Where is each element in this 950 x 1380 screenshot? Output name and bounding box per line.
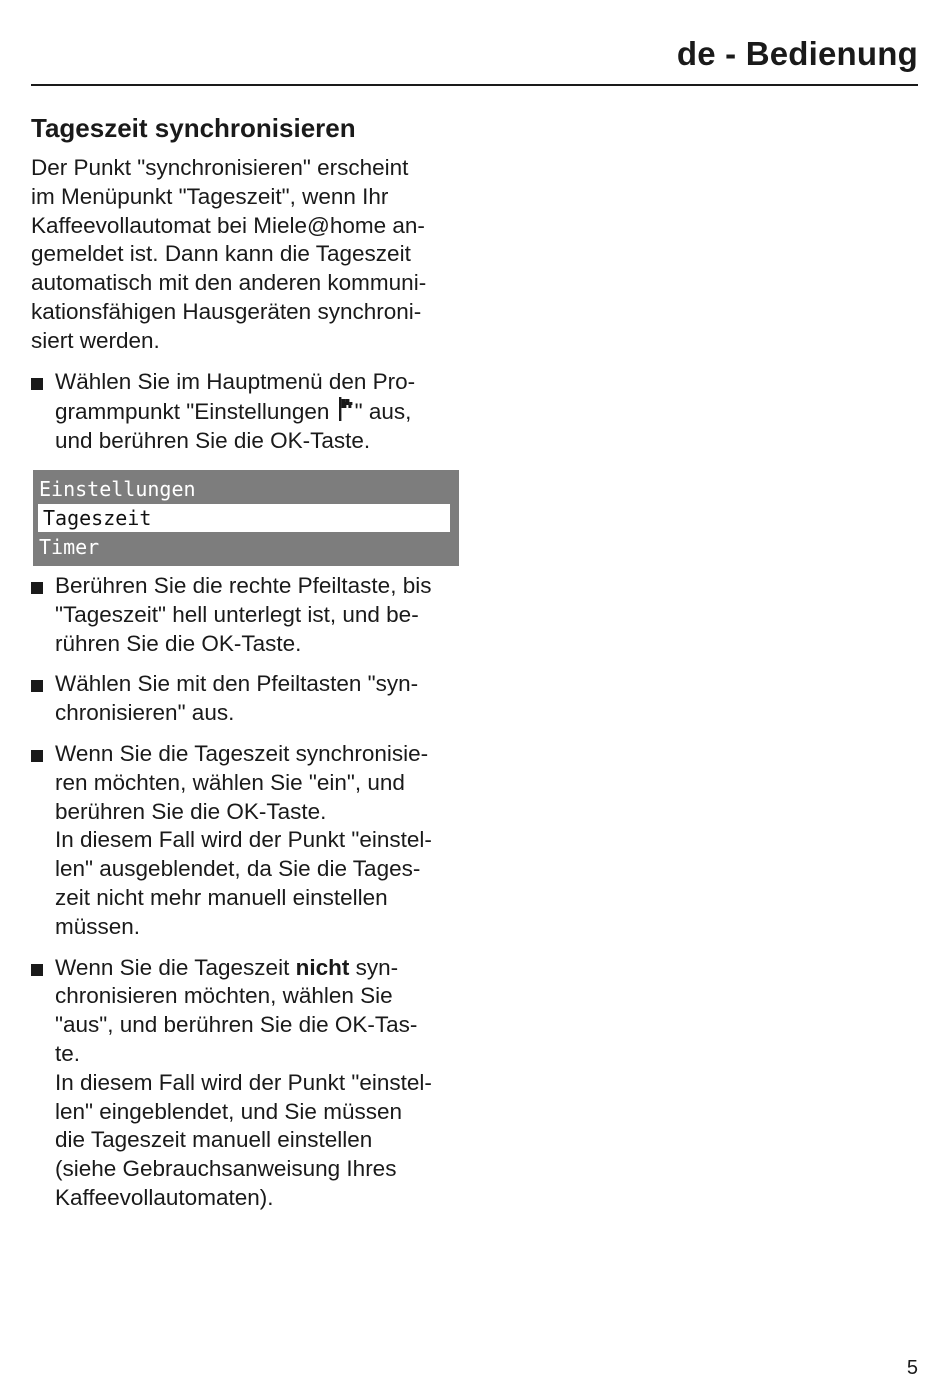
intro-line: gemeldet ist. Dann kann die Tageszeit: [31, 241, 411, 267]
page-header-title: de - Bedienung: [676, 35, 918, 72]
settings-flag-icon: [338, 396, 353, 422]
main-column: [31, 108, 461, 1225]
step-text: grammpunkt "Einstellungen: [55, 399, 336, 425]
step-select-synchronize: [31, 670, 461, 728]
step-line: len" eingeblendet, und Sie müssen: [55, 1098, 402, 1124]
intro-line: kationsfähigen Hausgeräten synchroni-: [31, 298, 422, 324]
step-highlight-time: [31, 572, 461, 658]
step-line: rühren Sie die OK-Taste.: [55, 630, 302, 656]
display-menu-title: Einstellungen: [39, 476, 196, 501]
intro-line: Kaffeevollautomat bei Miele@home an-: [31, 212, 425, 238]
step-line: zeit nicht mehr manuell einstellen: [55, 884, 388, 910]
step-line: Berühren Sie die rechte Pfeiltaste, bis: [55, 572, 432, 598]
step-line: müssen.: [55, 913, 141, 939]
step-line: Wählen Sie mit den Pfeiltasten "syn-: [55, 671, 419, 697]
page-number: 5: [906, 1357, 918, 1379]
bullet-square-icon: [31, 582, 43, 594]
intro-line: siert werden.: [31, 327, 160, 353]
step-line: (siehe Gebrauchsanweisung Ihres: [55, 1156, 397, 1182]
bullet-square-icon: [31, 378, 43, 390]
step-text: Wenn Sie die Tageszeit: [55, 954, 296, 980]
step-line: [55, 396, 461, 427]
step-line: te.: [55, 1040, 81, 1066]
step-text: syn-: [349, 954, 399, 980]
intro-line: automatisch mit den anderen kommuni-: [31, 270, 427, 296]
display-selected-item: Tageszeit: [38, 504, 450, 532]
intro-line: Der Punkt "synchronisieren" erscheint: [31, 155, 409, 180]
step-sync-on: [31, 740, 461, 942]
step-text: " aus,: [354, 399, 412, 425]
step-line: len" ausgeblendet, da Sie die Tages-: [55, 856, 421, 882]
step-line: Wenn Sie die Tageszeit synchronisie-: [55, 740, 429, 766]
step-line: chronisieren" aus.: [55, 700, 235, 726]
display-menu-item: Timer: [39, 534, 100, 559]
step-select-settings: [31, 368, 461, 456]
step-line: [55, 954, 461, 983]
step-line: In diesem Fall wird der Punkt "einstel-: [55, 1069, 432, 1095]
section-title: Tageszeit synchronisieren: [31, 113, 356, 143]
step-sync-off: [31, 954, 461, 1213]
bullet-square-icon: [31, 964, 43, 976]
intro-line: im Menüpunkt "Tageszeit", wenn Ihr: [31, 183, 389, 209]
step-line: und berühren Sie die OK-Taste.: [55, 428, 371, 454]
step-line: ren möchten, wählen Sie "ein", und: [55, 769, 405, 795]
header-divider: [31, 84, 918, 86]
step-line: berühren Sie die OK-Taste.: [55, 798, 327, 824]
step-line: die Tageszeit manuell einstellen: [55, 1127, 373, 1153]
step-line: chronisieren möchten, wählen Sie: [55, 983, 393, 1009]
step-line: Wählen Sie im Hauptmenü den Pro-: [55, 368, 416, 394]
appliance-display: [33, 470, 459, 566]
step-line: In diesem Fall wird der Punkt "einstel-: [55, 827, 432, 853]
bullet-square-icon: [31, 680, 43, 692]
step-line: "Tageszeit" hell unterlegt ist, und be-: [55, 601, 419, 627]
emphasis-text: nicht: [295, 954, 350, 980]
bullet-square-icon: [31, 750, 43, 762]
step-line: Kaffeevollautomaten).: [55, 1184, 274, 1210]
step-line: "aus", und berühren Sie die OK-Tas-: [55, 1012, 418, 1038]
intro-paragraph: [31, 154, 461, 356]
